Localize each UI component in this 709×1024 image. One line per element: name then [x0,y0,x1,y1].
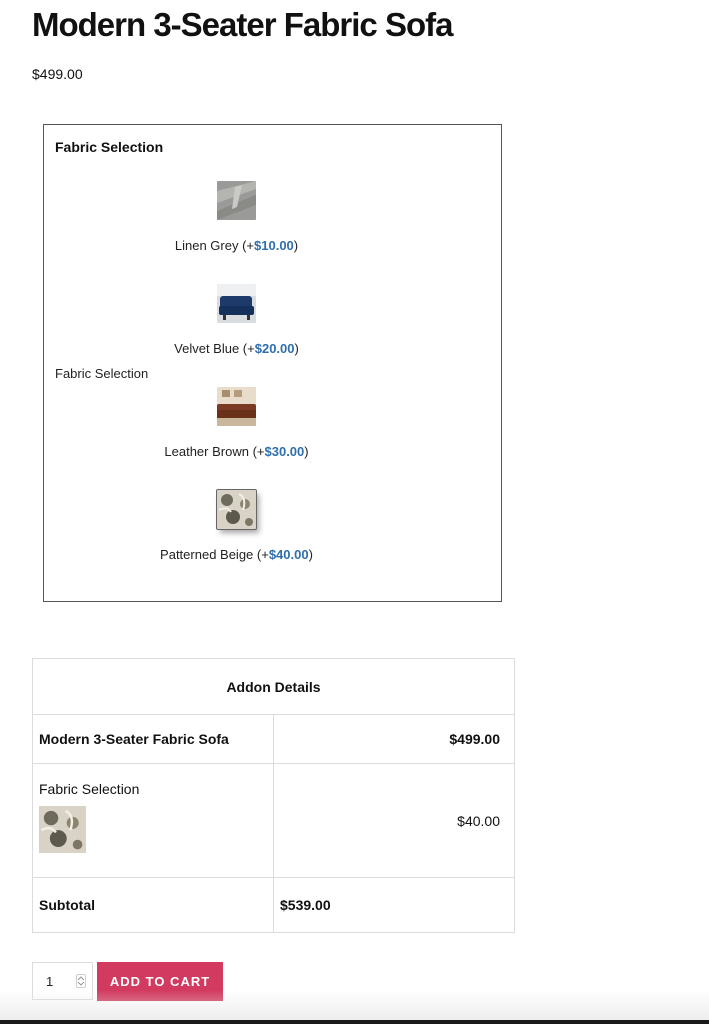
fabric-option-patterned-beige[interactable] [144,490,329,562]
addon-fabric-cell [33,764,274,878]
patterned-beige-thumbnail [39,806,86,853]
addon-details-table [32,658,515,933]
table-row [33,878,515,933]
fabric-option-label: Patterned Beige (+$40.00) [160,547,313,562]
subtotal-label: Subtotal [33,878,274,933]
fabric-option-label: Linen Grey (+$10.00) [174,238,299,253]
page-title: Modern 3-Seater Fabric Sofa [32,6,453,43]
leather-brown-swatch-image[interactable] [217,387,256,426]
addon-fabric-label: Fabric Selection [39,780,140,797]
velvet-blue-swatch-image[interactable] [217,284,256,323]
linen-grey-swatch-image[interactable] [217,181,256,220]
product-price: $499.00 [32,66,83,82]
addon-product-price: $499.00 [274,715,515,764]
fabric-option-label: Velvet Blue (+$20.00) [174,341,299,356]
fabric-option-velvet-blue[interactable] [144,284,329,356]
fabric-option-leather-brown[interactable] [144,387,329,459]
addon-details-header: Addon Details [33,659,515,715]
quantity-stepper[interactable] [32,962,93,1000]
fabric-box-title: Fabric Selection [55,139,164,155]
subtotal-value: $539.00 [274,878,515,933]
bottom-bar [0,1020,709,1024]
fabric-side-label: Fabric Selection [55,366,149,381]
fabric-selection-box [43,124,502,602]
add-to-cart-button[interactable]: ADD TO CART [97,962,223,1001]
table-row [33,764,515,878]
fabric-option-label: Leather Brown (+$30.00) [164,444,309,459]
addon-product-name: Modern 3-Seater Fabric Sofa [33,715,274,764]
addon-fabric-price: $40.00 [274,764,515,878]
table-row [33,715,515,764]
patterned-beige-swatch-image[interactable] [217,490,256,529]
quantity-value[interactable]: 1 [46,974,54,989]
spinner-arrows-icon[interactable] [76,974,86,988]
fabric-option-linen-grey[interactable] [144,181,329,253]
